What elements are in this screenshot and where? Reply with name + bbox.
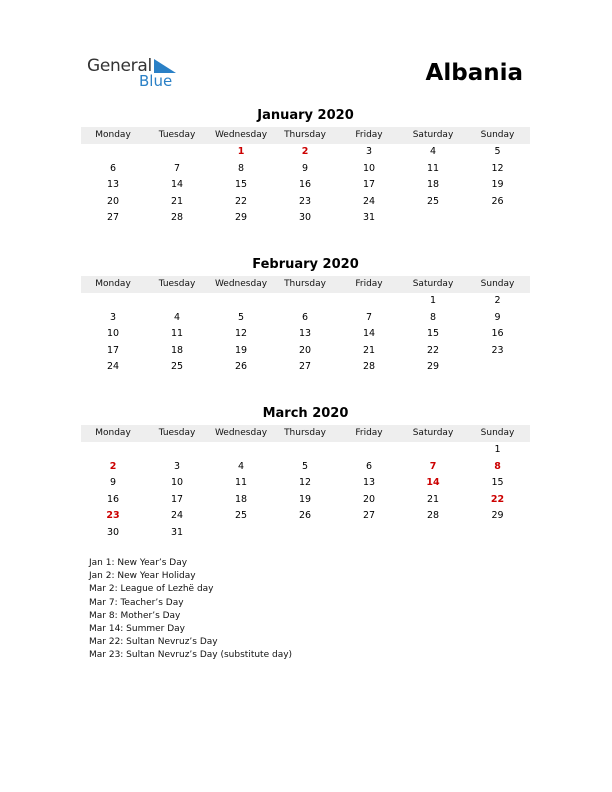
date-cell: 30 xyxy=(106,526,120,538)
date-cell: 1 xyxy=(494,444,501,455)
date-cell: 25 xyxy=(234,510,248,522)
weekday-header: Monday xyxy=(95,279,131,289)
date-cell xyxy=(209,442,273,459)
date-cell: 17 xyxy=(362,179,376,191)
week-row xyxy=(81,194,530,211)
week-row xyxy=(81,161,530,178)
holiday-note: Mar 7: Teacher’s Day xyxy=(89,597,184,608)
date-cell: 8 xyxy=(429,311,437,323)
date-cell: 12 xyxy=(234,328,248,340)
date-cell: 9 xyxy=(301,162,309,174)
holiday-note: Jan 2: New Year Holiday xyxy=(89,571,196,582)
holiday-note: Mar 22: Sultan Nevruz’s Day xyxy=(89,637,218,648)
date-cell: 14 xyxy=(362,328,376,340)
date-cell: 31 xyxy=(362,212,376,224)
date-cell: 20 xyxy=(106,195,120,207)
weekday-header: Wednesday xyxy=(214,428,268,438)
weekday-header: Tuesday xyxy=(158,279,196,289)
date-cell xyxy=(209,525,273,542)
holiday-list xyxy=(89,557,292,663)
month-february xyxy=(81,256,530,376)
week-row xyxy=(81,177,530,194)
weekday-header: Wednesday xyxy=(214,130,268,140)
date-cell xyxy=(273,293,337,310)
holiday-note: Jan 1: New Year’s Day xyxy=(89,558,188,568)
week-row xyxy=(81,459,530,476)
weekday-header: Tuesday xyxy=(158,428,196,438)
date-cell: 3 xyxy=(109,311,117,323)
month-title: February 2020 xyxy=(252,257,359,272)
date-cell: 15 xyxy=(234,179,248,191)
date-cell: 26 xyxy=(298,510,312,522)
date-cell: 10 xyxy=(106,328,120,340)
date-cell: 11 xyxy=(170,328,184,340)
week-row xyxy=(81,475,530,492)
date-cell: 31 xyxy=(170,526,184,538)
holiday-date-cell: 2 xyxy=(109,460,117,472)
date-cell xyxy=(81,293,145,310)
date-cell xyxy=(145,442,209,459)
date-cell: 29 xyxy=(426,361,440,373)
weekday-header: Thursday xyxy=(284,279,326,289)
month-title: March 2020 xyxy=(262,406,349,421)
date-cell: 13 xyxy=(106,179,120,191)
date-cell: 26 xyxy=(234,361,248,373)
week-row xyxy=(81,359,530,376)
week-row xyxy=(81,343,530,360)
date-cell: 20 xyxy=(298,344,312,356)
date-cell: 24 xyxy=(106,361,120,373)
date-cell xyxy=(81,442,145,459)
month-title: January 2020 xyxy=(257,108,354,123)
date-cell: 10 xyxy=(170,477,184,489)
week-row xyxy=(81,293,530,310)
date-cell xyxy=(273,525,337,542)
date-cell: 3 xyxy=(365,146,373,157)
date-cell xyxy=(81,144,145,161)
date-cell: 17 xyxy=(170,493,184,505)
date-cell: 16 xyxy=(106,493,120,505)
week-row xyxy=(81,326,530,343)
date-cell: 17 xyxy=(106,344,120,356)
date-cell: 21 xyxy=(170,195,184,207)
weekday-header-row xyxy=(81,127,530,144)
date-cell: 12 xyxy=(298,477,312,489)
date-cell: 12 xyxy=(491,162,504,174)
date-cell xyxy=(337,442,401,459)
date-cell xyxy=(465,525,530,542)
date-cell: 18 xyxy=(234,493,248,505)
date-cell: 22 xyxy=(234,195,248,207)
month-january xyxy=(81,107,530,227)
date-cell: 19 xyxy=(234,344,248,356)
date-cell: 10 xyxy=(362,162,376,174)
date-cell: 14 xyxy=(170,179,184,191)
date-cell: 28 xyxy=(170,212,184,224)
date-cell: 30 xyxy=(298,212,312,224)
date-cell: 28 xyxy=(362,361,376,373)
date-cell: 4 xyxy=(237,460,245,472)
holiday-date-cell: 8 xyxy=(494,460,501,472)
logo-text-general: General xyxy=(87,56,152,76)
holiday-date-cell: 22 xyxy=(490,493,505,505)
date-cell: 27 xyxy=(106,212,120,224)
weekday-header: Friday xyxy=(355,428,383,438)
holiday-note: Mar 8: Mother’s Day xyxy=(89,610,181,621)
date-cell: 21 xyxy=(362,344,376,356)
date-cell: 25 xyxy=(426,195,440,207)
date-cell: 18 xyxy=(426,179,440,191)
week-row xyxy=(81,508,530,525)
date-cell: 6 xyxy=(301,311,309,323)
date-cell xyxy=(465,210,530,227)
date-cell: 11 xyxy=(234,477,248,489)
weekday-header: Thursday xyxy=(284,428,326,438)
date-cell: 3 xyxy=(173,460,181,472)
date-cell: 7 xyxy=(173,162,181,174)
date-cell: 27 xyxy=(298,361,312,373)
holiday-note: Mar 14: Summer Day xyxy=(89,624,186,635)
date-cell: 19 xyxy=(491,179,504,191)
date-cell xyxy=(209,293,273,310)
date-cell: 2 xyxy=(494,295,501,306)
logo-text-blue: Blue xyxy=(139,72,173,90)
weekday-header-row xyxy=(81,425,530,442)
date-cell: 8 xyxy=(237,162,245,174)
date-cell: 29 xyxy=(491,510,504,522)
date-cell: 11 xyxy=(426,162,440,174)
weekday-header: Saturday xyxy=(412,279,454,289)
date-cell: 21 xyxy=(426,493,440,505)
date-cell: 6 xyxy=(109,162,117,174)
generalblue-logo xyxy=(87,55,197,95)
weekday-header: Sunday xyxy=(480,130,515,140)
date-cell: 24 xyxy=(170,510,184,522)
date-cell: 5 xyxy=(301,460,309,472)
date-cell xyxy=(145,293,209,310)
weekday-header: Sunday xyxy=(480,279,515,289)
date-cell: 16 xyxy=(491,328,504,340)
date-cell: 22 xyxy=(426,344,440,356)
weekday-header: Thursday xyxy=(284,130,326,140)
holiday-date-cell: 14 xyxy=(426,477,440,489)
week-row xyxy=(81,144,530,161)
week-row xyxy=(81,310,530,327)
date-cell: 18 xyxy=(170,344,184,356)
date-cell: 4 xyxy=(429,146,437,157)
date-cell: 7 xyxy=(365,311,373,323)
weekday-header: Monday xyxy=(95,130,131,140)
date-cell: 13 xyxy=(298,328,312,340)
date-cell: 13 xyxy=(362,477,376,489)
date-cell: 5 xyxy=(494,146,501,157)
holiday-date-cell: 23 xyxy=(106,510,120,522)
holiday-note: Mar 23: Sultan Nevruz’s Day (substitute day) xyxy=(89,650,293,661)
date-cell: 28 xyxy=(426,510,440,522)
date-cell: 24 xyxy=(362,195,376,207)
date-cell: 23 xyxy=(298,195,312,207)
week-row xyxy=(81,210,530,227)
date-cell xyxy=(337,525,401,542)
date-cell: 1 xyxy=(429,295,437,306)
date-cell: 19 xyxy=(298,493,312,505)
weekday-header: Saturday xyxy=(412,428,454,438)
date-cell xyxy=(401,442,465,459)
weekday-header: Wednesday xyxy=(214,279,268,289)
date-cell xyxy=(401,210,465,227)
date-cell xyxy=(401,525,465,542)
date-cell: 15 xyxy=(491,477,504,489)
date-cell xyxy=(273,442,337,459)
country-title: Albania xyxy=(425,60,523,86)
date-cell: 15 xyxy=(426,328,440,340)
date-cell: 29 xyxy=(234,212,248,224)
month-march xyxy=(81,405,530,542)
date-cell xyxy=(337,293,401,310)
weekday-header-row xyxy=(81,276,530,293)
date-cell: 26 xyxy=(491,195,504,207)
date-cell: 27 xyxy=(362,510,376,522)
date-cell: 25 xyxy=(170,361,184,373)
date-cell: 9 xyxy=(494,311,501,323)
date-cell: 16 xyxy=(298,179,312,191)
holiday-date-cell: 1 xyxy=(237,146,245,157)
weekday-header: Monday xyxy=(95,428,131,438)
holiday-note: Mar 2: League of Lezhë day xyxy=(89,584,214,595)
date-cell xyxy=(465,359,530,376)
weekday-header: Friday xyxy=(355,279,383,289)
week-row xyxy=(81,442,530,459)
date-cell: 5 xyxy=(237,311,245,323)
date-cell xyxy=(145,144,209,161)
weekday-header: Friday xyxy=(355,130,383,140)
week-row xyxy=(81,525,530,542)
weekday-header: Sunday xyxy=(480,428,515,438)
date-cell: 20 xyxy=(362,493,376,505)
holiday-date-cell: 2 xyxy=(301,146,309,157)
week-row xyxy=(81,492,530,509)
date-cell: 23 xyxy=(491,344,504,356)
holiday-date-cell: 7 xyxy=(429,460,437,472)
date-cell: 6 xyxy=(365,460,373,472)
weekday-header: Saturday xyxy=(412,130,454,140)
date-cell: 4 xyxy=(173,311,181,323)
date-cell: 9 xyxy=(109,477,117,489)
weekday-header: Tuesday xyxy=(158,130,196,140)
